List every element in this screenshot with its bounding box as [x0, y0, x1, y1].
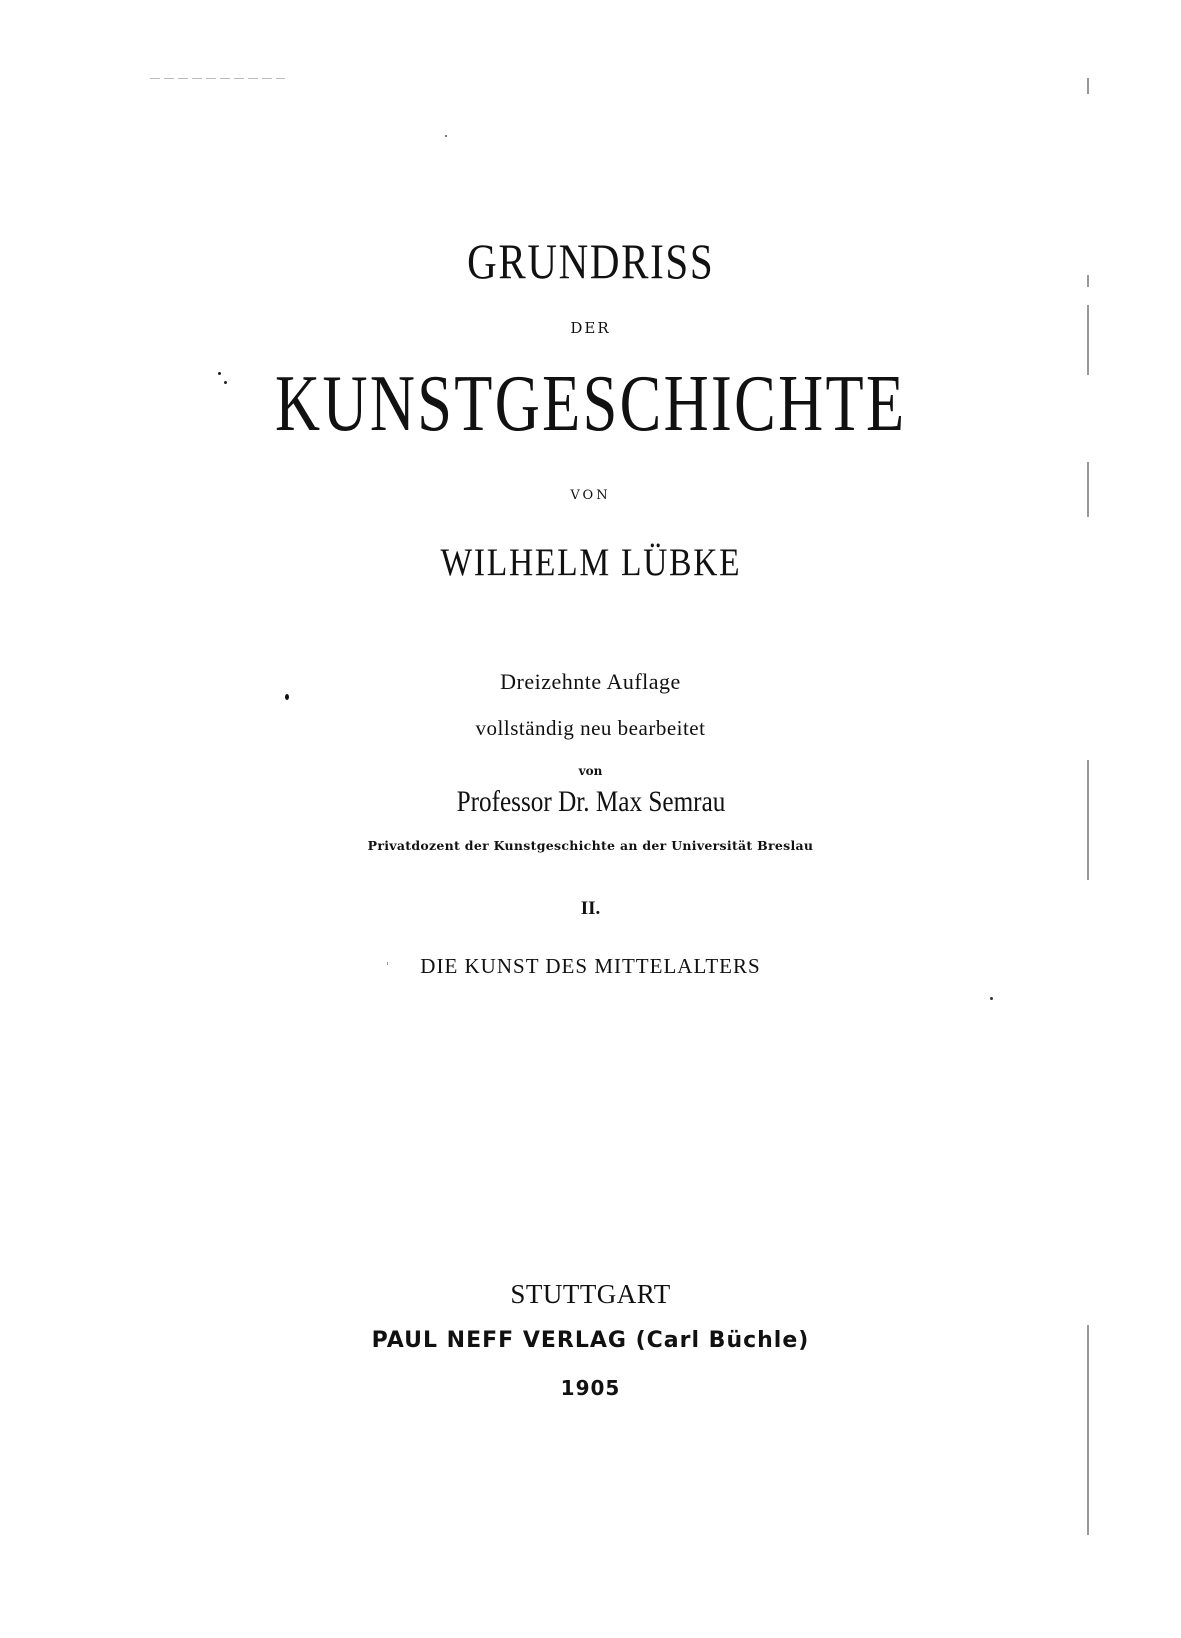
title-connector: DER [570, 319, 611, 337]
by-label: VON [570, 488, 611, 503]
imprint-publisher: PAUL NEFF VERLAG (Carl Büchle) [371, 1328, 810, 1353]
scan-edge-line [1087, 1325, 1089, 1535]
revision-note: vollständig neu bearbeitet [475, 716, 706, 740]
title-line-2 [0, 360, 1181, 448]
volume-title: DIE KUNST DES MITTELALTERS [420, 954, 761, 978]
title-grundriss: GRUNDRISS [466, 233, 715, 289]
imprint-city: STUTTGART [510, 1279, 671, 1309]
edition-statement: Dreizehnte Auflage [500, 669, 681, 694]
scan-edge-line [1087, 760, 1089, 880]
scan-artifact-top-dashes [150, 78, 285, 79]
scan-artifact-speck [445, 135, 447, 137]
author-name: WILHELM LÜBKE [440, 541, 741, 584]
title-line-1 [0, 233, 1181, 289]
editor-by-label: von [578, 764, 603, 778]
editor-name: Professor Dr. Max Semrau [456, 785, 725, 818]
author-line [0, 543, 1181, 582]
scan-artifact-dot-3 [285, 694, 289, 700]
editor-line [0, 787, 1181, 817]
volume-number: II. [580, 898, 601, 919]
title-kunstgeschichte: KUNSTGESCHICHTE [274, 360, 907, 448]
scan-artifact-dot-4 [990, 997, 993, 1000]
scan-edge-line [1087, 78, 1089, 94]
editor-affiliation: Privatdozent der Kunstgeschichte an der Universität Breslau [367, 838, 814, 853]
imprint-year: 1905 [560, 1376, 621, 1400]
